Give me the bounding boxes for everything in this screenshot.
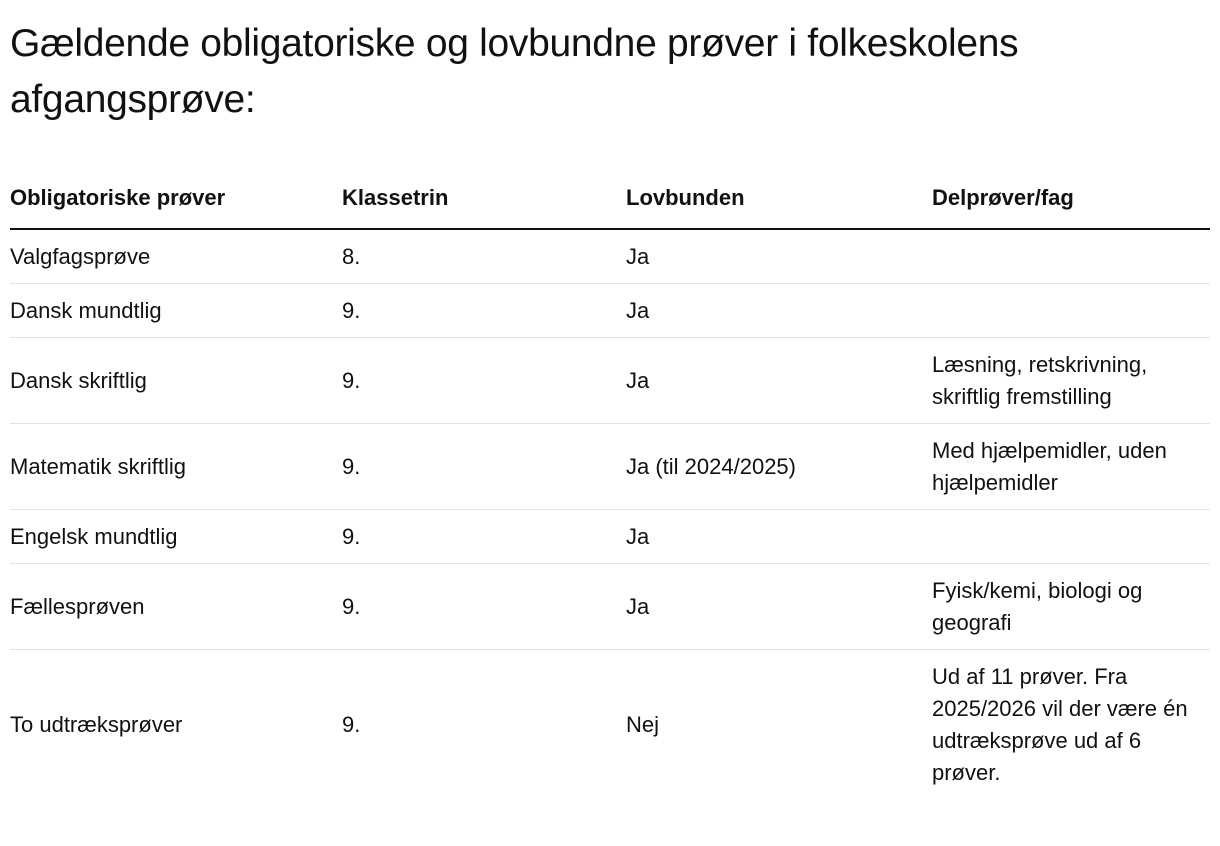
subtests-cell: Fyisk/kemi, biologi og geografi — [932, 564, 1210, 650]
subtests-cell — [932, 510, 1210, 564]
exam-cell: To udtræksprøver — [10, 712, 183, 738]
subtests-cell: Med hjælpemidler, uden hjælpemidler — [932, 424, 1210, 510]
statutory-cell: Ja — [626, 338, 932, 424]
statutory-cell: Ja — [626, 510, 932, 564]
table-row — [10, 424, 1210, 510]
exam-cell: Dansk mundtlig — [10, 284, 342, 338]
statutory-cell: Ja — [626, 284, 932, 338]
table-row — [10, 650, 1210, 800]
table-header-row — [10, 180, 1210, 229]
exam-cell: Dansk skriftlig — [10, 338, 342, 424]
table-row — [10, 564, 1210, 650]
subtests-cell: Læsning, retskrivning, skriftlig fremstilling — [932, 338, 1210, 424]
table-row — [10, 284, 1210, 338]
exams-table — [10, 180, 1210, 800]
grade-cell: 9. — [342, 510, 626, 564]
grade-cell: 9. — [342, 284, 626, 338]
statutory-cell: Ja — [626, 564, 932, 650]
table-row — [10, 229, 1210, 284]
column-header-grade: Klassetrin — [342, 180, 626, 229]
table-row — [10, 338, 1210, 424]
column-header-exam: Obligatoriske prøver — [10, 180, 342, 229]
subtests-cell — [932, 284, 1210, 338]
grade-cell: 9. — [342, 424, 626, 510]
subtests-cell — [932, 229, 1210, 284]
statutory-cell: Ja (til 2024/2025) — [626, 424, 932, 510]
exam-cell: Valgfagsprøve — [10, 229, 342, 284]
table-row — [10, 510, 1210, 564]
grade-cell: 9. — [342, 338, 626, 424]
grade-cell: 9. — [342, 712, 361, 738]
column-header-statutory: Lovbunden — [626, 180, 932, 229]
grade-cell: 9. — [342, 564, 626, 650]
statutory-cell: Nej — [626, 712, 660, 738]
grade-cell: 8. — [342, 229, 626, 284]
exam-cell: Engelsk mundtlig — [10, 510, 342, 564]
exam-cell: Matematik skriftlig — [10, 424, 342, 510]
column-header-subtests: Delprøver/fag — [932, 180, 1210, 229]
exam-cell: Fællesprøven — [10, 564, 342, 650]
statutory-cell: Ja — [626, 229, 932, 284]
page-title: Gældende obligatoriske og lovbundne prøver i folkeskolens afgangsprøve: — [10, 22, 1019, 121]
subtests-cell: Ud af 11 prøver. Fra 2025/2026 vil der være én udtræksprøve ud af 6 prøver. — [932, 664, 1188, 786]
